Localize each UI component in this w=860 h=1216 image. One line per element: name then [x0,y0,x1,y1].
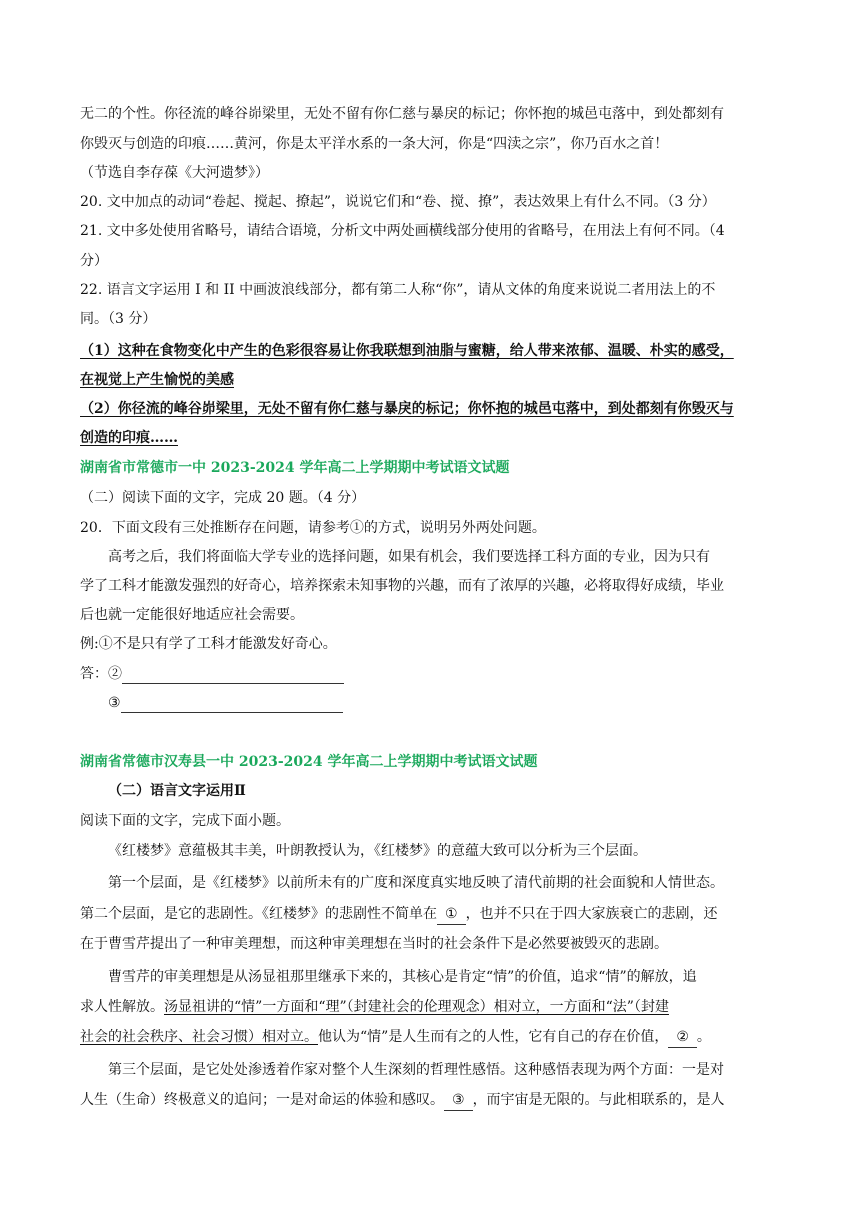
text-span: ，也并不只在于四大家族衰亡的悲剧，还 [465,906,718,922]
question-22: 22. 语言文字运用 I 和 II 中画波浪线部分，都有第二人称“你”，请从文体的角度来说说二者用法上的不 [80,282,716,298]
passage-line: 无二的个性。你径流的峰谷峁梁里，无处不留有你仁慈与暴戾的标记；你怀抱的城邑屯落中，到处都刻有 [80,106,724,122]
paragraph-line: 第一个层面，是《红楼梦》以前所未有的广度和深度真实地反映了清代前期的社会面貌和人情世态。 [108,875,724,891]
paragraph-line [80,997,669,1017]
question-20-b: 20．下面文段有三处推断存在问题，请参考①的方式，说明另外两处问题。 [80,520,546,536]
paragraph-line: 高考之后，我们将面临大学专业的选择问题，如果有机会，我们要选择工科方面的专业，因为只有 [108,549,710,565]
question-20: 20. 文中加点的动词“卷起、搅起、撩起”，说说它们和“卷、搅、撩”，表达效果上有什么不同。（3 分） [80,194,716,210]
section-intro: （二）阅读下面的文字，完成 20 题。（4 分） [80,490,366,506]
paragraph-line: 学了工科才能激发强烈的好奇心，培养探索未知事物的兴趣，而有了浓厚的兴趣，必将取得好成绩，毕业 [80,578,724,594]
example-line: 例:①不是只有学了工科才能激发好奇心。 [80,636,337,652]
text-span: ，而宇宙是无限的。与此相联系的，是人 [472,1092,725,1108]
passage-line: 你毁灭与创造的印痕……黄河，你是太平洋水系的一条大河，你是“四渎之宗”，你乃百水之首！ [80,136,669,152]
passage-source: （节选自李存葆《大河遗梦》） [80,165,269,181]
text-span: 求人性解放。 [80,999,164,1015]
answer-blank[interactable] [122,669,344,684]
underlined-text: 社会的社会秩序、社会习惯）相对立。 [80,1029,318,1045]
answer-1: （1）这种在食物变化中产生的色彩很容易让你我联想到油脂与蜜糖，给人带来浓郁、温暖、朴实的感受， [80,343,734,359]
paragraph-line: 曹雪芹的审美理想是从汤显祖那里继承下来的，其核心是肯定“情”的价值，追求“情”的解放，追 [108,969,697,985]
text-span: 。 [696,1029,711,1045]
section-intro: 阅读下面的文字，完成下面小题。 [80,813,290,829]
question-21: 21. 文中多处使用省略号，请结合语境，分析文中两处画横线部分使用的省略号，在用法上有何不同。（4 [80,223,725,239]
paragraph-line [80,1027,711,1047]
answer-blank[interactable] [121,698,343,713]
paragraph-line: 第三个层面，是它处处渗透着作家对整个人生深刻的哲理性感悟。这种感悟表现为两个方面：一是对 [108,1062,724,1078]
paragraph-line [80,904,718,924]
fill-blank-2[interactable]: ② [668,1027,697,1048]
fill-blank-1[interactable]: ① [437,904,466,925]
text-span: 他认为“情”是人生而有之的人性，它有自己的存在价值， [318,1029,669,1045]
paragraph-line: 《红楼梦》意蕴极其丰美，叶朗教授认为，《红楼梦》的意蕴大致可以分析为三个层面。 [108,843,647,859]
fill-blank-3[interactable]: ③ [444,1090,473,1111]
question-22-cont: 同。（3 分） [80,311,157,327]
answer-1-cont: 在视觉上产生愉悦的美感 [80,372,234,388]
paragraph-line: 后也就一定能很好地适应社会需要。 [80,607,304,623]
text-span: 第二个层面，是它的悲剧性。《红楼梦》的悲剧性不简单在 [80,906,437,922]
question-21-cont: 分） [80,253,108,269]
section-subtitle: （二）语言文字运用Ⅱ [108,783,246,799]
text-span: 人生（生命）终极意义的追问；一是对命运的体验和感叹。 [80,1092,444,1108]
paragraph-line: 在于曹雪芹提出了一种审美理想，而这种审美理想在当时的社会条件下是必然要被毁灭的悲剧。 [80,936,668,952]
section-title: 湖南省常德市汉寿县一中 2023-2024 学年高二上学期期中考试语文试题 [80,754,538,770]
paragraph-line [80,1090,725,1110]
answer-2: （2）你径流的峰谷峁梁里，无处不留有你仁慈与暴戾的标记；你怀抱的城邑屯落中，到处都刻有你毁灭与 [80,401,734,417]
answer-line-3 [108,693,343,713]
answer-line-2 [80,664,344,684]
underlined-text: 汤显祖讲的“情”一方面和“理”（封建社会的伦理观念）相对立，一方面和“法”（封建 [164,999,669,1015]
answer-label: ③ [108,695,121,711]
answer-2-cont: 创造的印痕…… [80,430,178,446]
section-title: 湖南省市常德市一中 2023-2024 学年高二上学期期中考试语文试题 [80,460,510,476]
answer-label: 答：② [80,666,122,682]
